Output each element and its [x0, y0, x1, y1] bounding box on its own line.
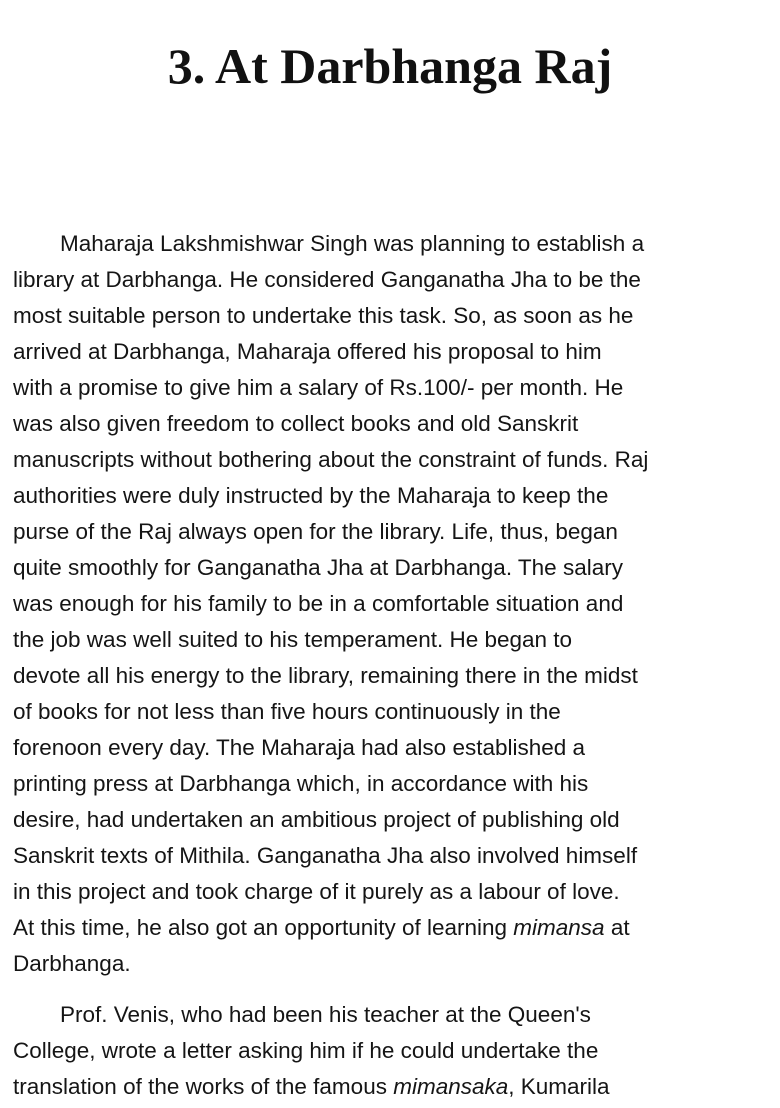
text-line: Sanskrit texts of Mithila. Ganganatha Jha also involved himself	[13, 843, 638, 868]
text-segment: , Kumarila	[508, 1074, 610, 1099]
text-line: manuscripts without bothering about the constraint of funds. Raj	[13, 447, 649, 472]
text-segment: at	[604, 915, 630, 940]
text-line: was enough for his family to be in a comfortable situation and	[13, 591, 624, 616]
text-line: Prof. Venis, who had been his teacher at the Queen's	[60, 1002, 591, 1027]
text-line: forenoon every day. The Maharaja had also established a	[13, 735, 586, 760]
text-line: printing press at Darbhanga which, in accordance with his	[13, 771, 589, 796]
paragraph-2	[13, 997, 767, 1105]
text-line: with a promise to give him a salary of Rs.100/- per month. He	[13, 375, 624, 400]
text-segment: At this time, he also got an opportunity of learning	[13, 915, 514, 940]
text-line: authorities were duly instructed by the Maharaja to keep the	[13, 483, 609, 508]
text-line: most suitable person to undertake this task. So, as soon as he	[13, 303, 634, 328]
text-line: Maharaja Lakshmishwar Singh was planning to establish a	[60, 231, 645, 256]
text-line-with-italic	[13, 1069, 767, 1105]
text-line-with-italic	[13, 910, 767, 946]
text-line: purse of the Raj always open for the library. Life, thus, began	[13, 519, 618, 544]
chapter-title: 3. At Darbhanga Raj	[167, 37, 613, 94]
text-line: devote all his energy to the library, remaining there in the midst	[13, 663, 638, 688]
text-line: of books for not less than five hours continuously in the	[13, 699, 561, 724]
text-line: arrived at Darbhanga, Maharaja offered his proposal to him	[13, 339, 602, 364]
text-line: Darbhanga.	[13, 951, 131, 976]
text-line: College, wrote a letter asking him if he could undertake the	[13, 1038, 599, 1063]
text-line: in this project and took charge of it purely as a labour of love.	[13, 879, 620, 904]
italic-term: mimansaka	[393, 1074, 509, 1099]
text-line: library at Darbhanga. He considered Ganganatha Jha to be the	[13, 267, 641, 292]
text-line: quite smoothly for Ganganatha Jha at Darbhanga. The salary	[13, 555, 623, 580]
text-line: desire, had undertaken an ambitious project of publishing old	[13, 807, 620, 832]
text-line: was also given freedom to collect books and old Sanskrit	[13, 411, 579, 436]
text-segment: translation of the works of the famous	[13, 1074, 394, 1099]
text-line: the job was well suited to his temperament. He began to	[13, 627, 573, 652]
italic-term: mimansa	[513, 915, 605, 940]
paragraph-1	[13, 226, 767, 982]
